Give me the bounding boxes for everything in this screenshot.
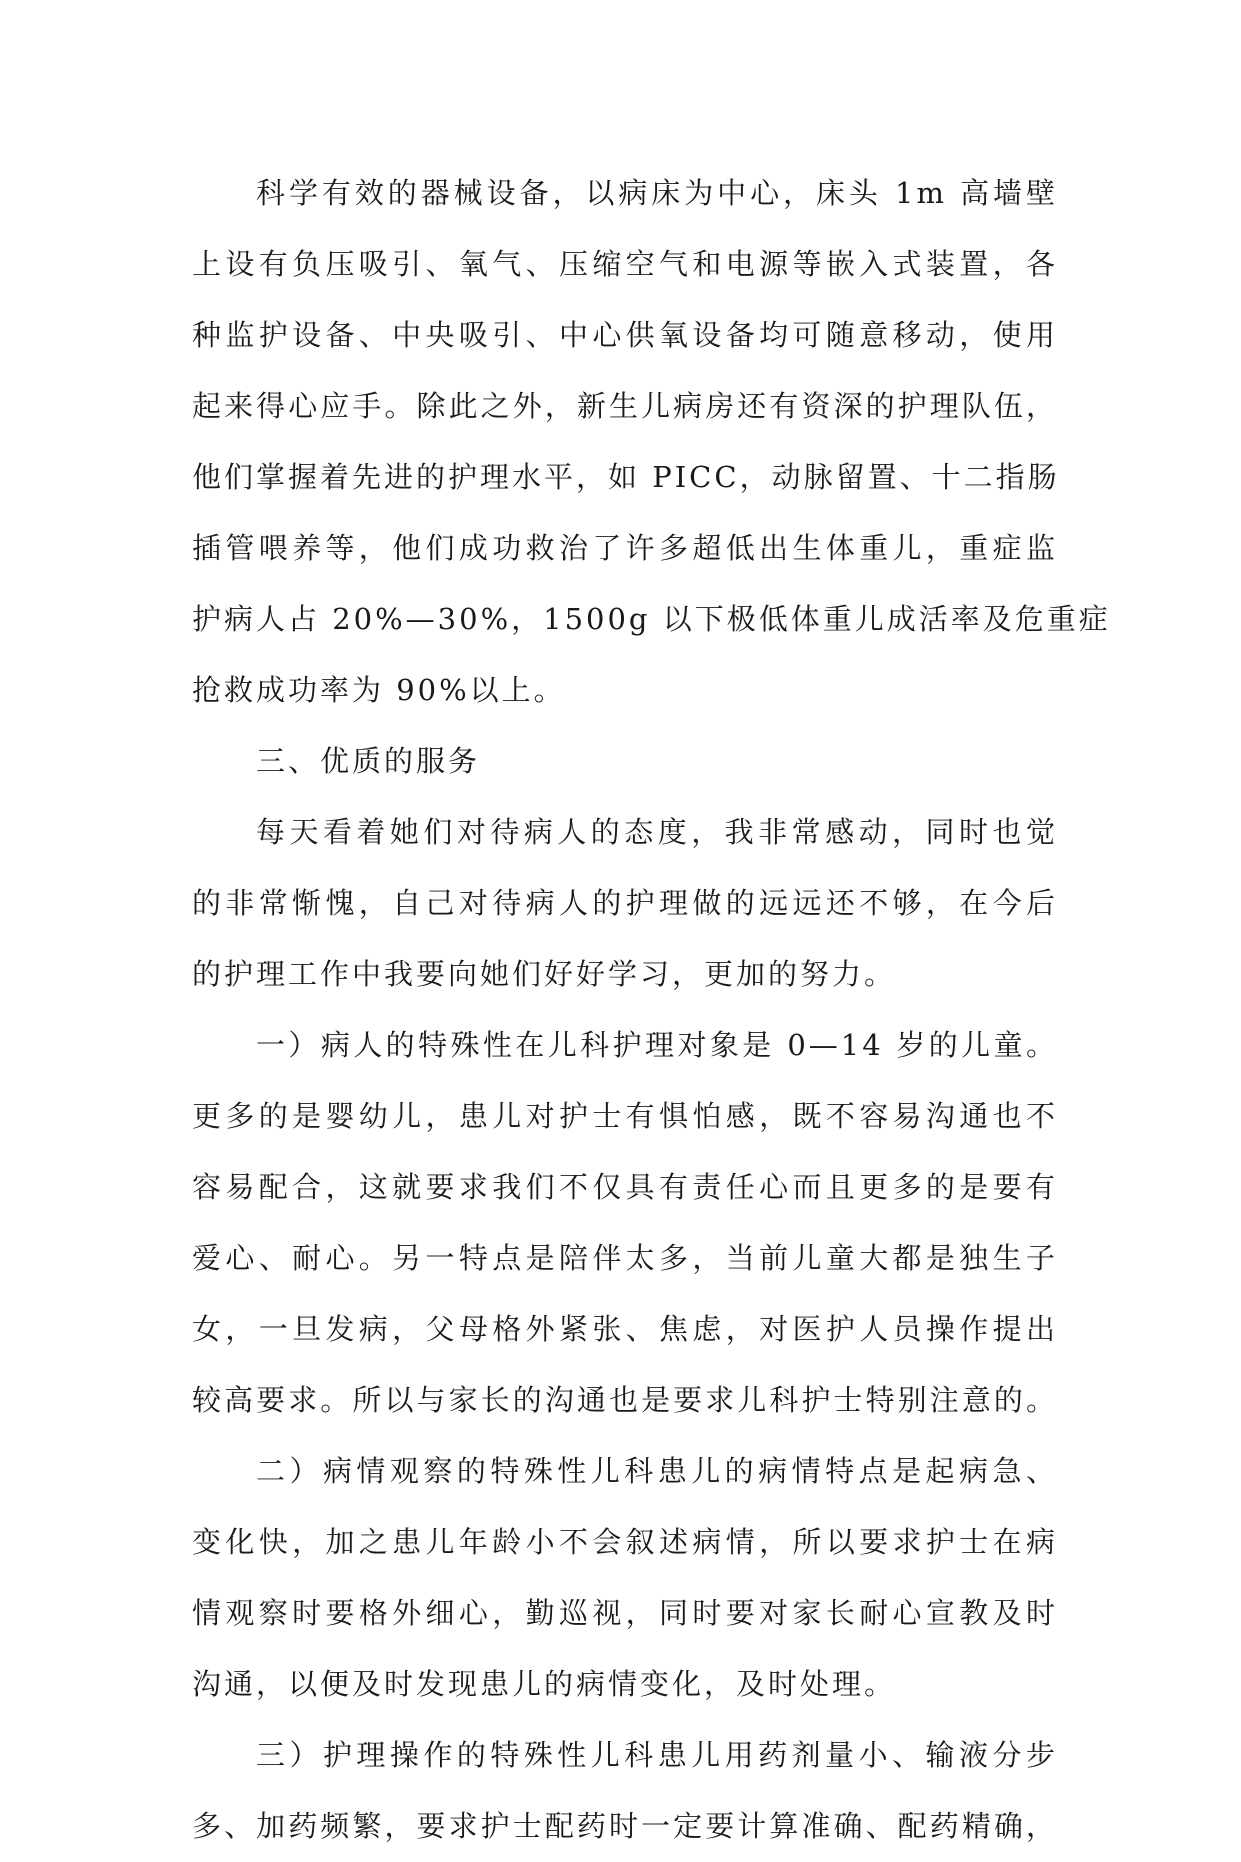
text-line: 的非常惭愧，自己对待病人的护理做的远远还不够，在今后 — [192, 886, 1058, 920]
text-line: 种监护设备、中央吸引、中心供氧设备均可随意移动，使用 — [192, 318, 1058, 352]
text-line: 上设有负压吸引、氧气、压缩空气和电源等嵌入式装置，各 — [192, 247, 1058, 281]
text-line: 一）病人的特殊性在儿科护理对象是 0—14 岁的儿童。 — [256, 1028, 1058, 1062]
text-line: 情观察时要格外细心，勤巡视，同时要对家长耐心宣教及时 — [192, 1596, 1058, 1630]
text-line: 科学有效的器械设备，以病床为中心，床头 1m 高墙壁 — [256, 176, 1058, 210]
text-line: 每天看着她们对待病人的态度，我非常感动，同时也觉 — [256, 815, 1058, 849]
text-line: 护病人占 20%—30%，1500g 以下极低体重儿成活率及危重症 — [192, 602, 1111, 636]
text-line: 抢救成功率为 90%以上。 — [192, 673, 566, 707]
text-line: 变化快，加之患儿年龄小不会叙述病情，所以要求护士在病 — [192, 1525, 1058, 1559]
text-line: 爱心、耐心。另一特点是陪伴太多，当前儿童大都是独生子 — [192, 1241, 1058, 1275]
section-heading: 三、优质的服务 — [256, 744, 481, 778]
text-line: 容易配合，这就要求我们不仅具有责任心而且更多的是要有 — [192, 1170, 1058, 1204]
text-line: 的护理工作中我要向她们好好学习，更加的努力。 — [192, 957, 897, 991]
text-line: 女，一旦发病，父母格外紧张、焦虑，对医护人员操作提出 — [192, 1312, 1058, 1346]
text-line: 三）护理操作的特殊性儿科患儿用药剂量小、输液分步 — [256, 1738, 1058, 1772]
body-text — [192, 158, 1111, 1862]
text-line: 二）病情观察的特殊性儿科患儿的病情特点是起病急、 — [256, 1454, 1058, 1488]
text-line: 起来得心应手。除此之外，新生儿病房还有资深的护理队伍， — [192, 389, 1058, 423]
text-line: 较高要求。所以与家长的沟通也是要求儿科护士特别注意的。 — [192, 1383, 1058, 1417]
text-line: 多、加药频繁，要求护士配药时一定要计算准确、配药精确， — [192, 1809, 1058, 1843]
text-line: 更多的是婴幼儿，患儿对护士有惧怕感，既不容易沟通也不 — [192, 1099, 1058, 1133]
text-line: 他们掌握着先进的护理水平，如 PICC，动脉留置、十二指肠 — [192, 460, 1060, 494]
text-line: 插管喂养等，他们成功救治了许多超低出生体重儿，重症监 — [192, 531, 1058, 565]
text-line: 沟通，以便及时发现患儿的病情变化，及时处理。 — [192, 1667, 897, 1701]
